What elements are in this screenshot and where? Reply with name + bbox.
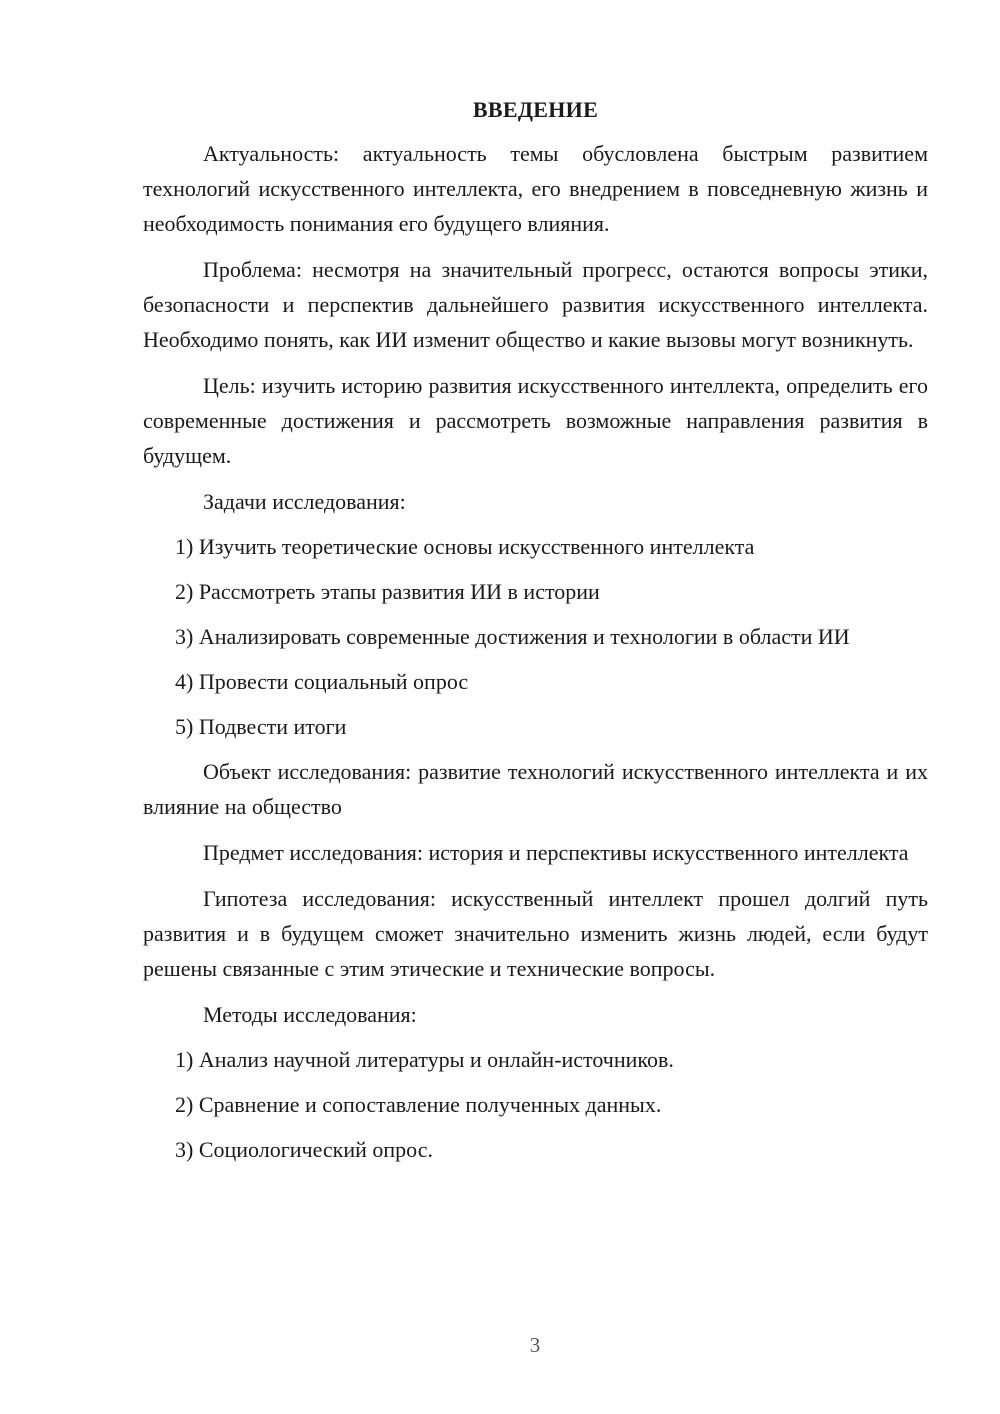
- document-page: [143, 96, 928, 1177]
- object-paragraph: Объект исследования: развитие технологий искусственного интеллекта и их влияние на общество: [143, 759, 928, 819]
- tasks-title: Задачи исследования:: [203, 489, 406, 514]
- task-item: 2) Рассмотреть этапы развития ИИ в истории: [175, 579, 600, 604]
- page-number: 3: [529, 1333, 541, 1357]
- method-item: 2) Сравнение и сопоставление полученных данных.: [175, 1092, 662, 1117]
- task-item: 3) Анализировать современные достижения и технологии в области ИИ: [175, 624, 850, 649]
- hypothesis-paragraph: Гипотеза исследования: искусственный интеллект прошел долгий путь развития и в будущем сможет значительно изменить жизнь людей, если будут решены связанные с этим этические и технические вопросы.: [143, 886, 928, 981]
- task-item: 4) Провести социальный опрос: [175, 669, 469, 694]
- task-item: 1) Изучить теоретические основы искусственного интеллекта: [175, 534, 755, 559]
- goal-paragraph: Цель: изучить историю развития искусственного интеллекта, определить его современные достижения и рассмотреть возможные направления развития в будущем.: [143, 373, 928, 468]
- method-item: 3) Социологический опрос.: [175, 1137, 433, 1162]
- section-heading: ВВЕДЕНИЕ: [472, 97, 599, 122]
- problem-paragraph: Проблема: несмотря на значительный прогресс, остаются вопросы этики, безопасности и перспектив дальнейшего развития искусственного интеллекта. Необходимо понять, как ИИ изменит общество и какие вызовы могут возникнуть.: [143, 257, 928, 352]
- methods-title: Методы исследования:: [203, 1002, 417, 1027]
- relevance-paragraph: Актуальность: актуальность темы обусловлена быстрым развитием технологий искусственного интеллекта, его внедрением в повседневную жизнь и необходимость понимания его будущего влияния.: [143, 141, 928, 236]
- subject-paragraph: Предмет исследования: история и перспективы искусственного интеллекта: [203, 840, 909, 865]
- task-item: 5) Подвести итоги: [175, 714, 347, 739]
- method-item: 1) Анализ научной литературы и онлайн-источников.: [175, 1047, 674, 1072]
